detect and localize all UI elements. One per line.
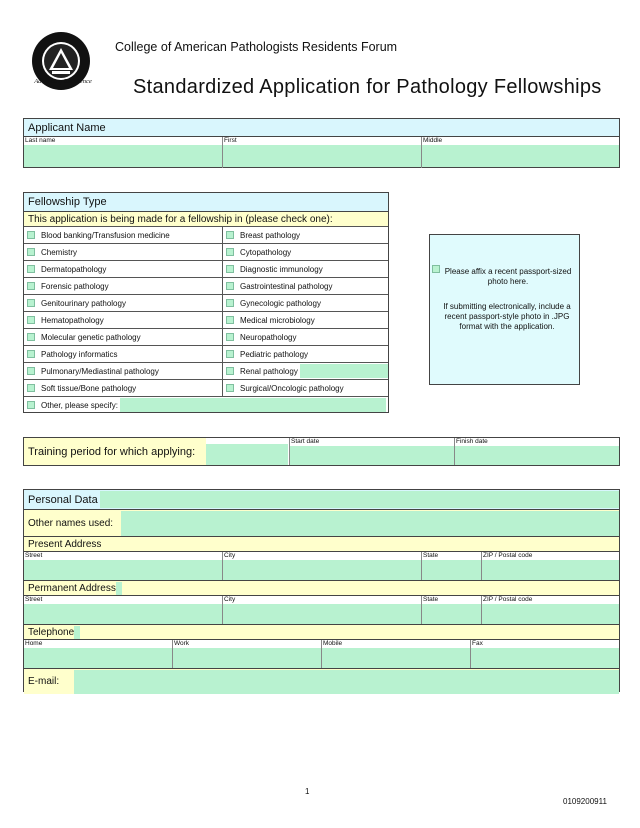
photo-placeholder-icon xyxy=(432,265,440,273)
fellowship-option-label: Genitourinary pathology xyxy=(41,298,126,308)
fellowship-option[interactable] xyxy=(223,277,388,294)
checkbox[interactable] xyxy=(226,282,234,290)
fellowship-option[interactable] xyxy=(223,226,388,243)
checkbox[interactable] xyxy=(27,401,35,409)
fellowship-option-label: Hematopathology xyxy=(41,315,104,325)
other-names-label: Other names used: xyxy=(28,517,114,529)
checkbox[interactable] xyxy=(27,265,35,273)
last-name-field[interactable] xyxy=(24,145,222,167)
fellowship-instruction: This application is being made for a fellowship in (please check one): xyxy=(24,211,388,226)
middle-name-field[interactable] xyxy=(422,145,619,167)
telephone-field[interactable] xyxy=(74,626,80,639)
fellowship-option-label: Soft tissue/Bone pathology xyxy=(41,383,137,393)
page-title: Standardized Application for Pathology Fellowships xyxy=(133,76,602,98)
telephone-heading: Telephone xyxy=(24,624,619,639)
fellowship-option-label: Diagnostic immunology xyxy=(240,264,323,274)
fellowship-option[interactable] xyxy=(24,362,223,379)
fellowship-option-label: Cytopathology xyxy=(240,247,292,257)
training-period-label: Training period for which applying: xyxy=(24,438,206,465)
email-field[interactable] xyxy=(74,670,619,694)
fellowship-option[interactable] xyxy=(223,294,388,311)
other-specify-row xyxy=(24,396,388,413)
form-code: 0109200911 xyxy=(563,797,607,806)
fellowship-option[interactable] xyxy=(24,277,223,294)
checkbox[interactable] xyxy=(226,265,234,273)
other-names-row xyxy=(24,509,619,536)
present-address-label: City xyxy=(224,552,236,559)
checkbox[interactable] xyxy=(27,299,35,307)
email-label: E-mail: xyxy=(28,676,60,687)
checkbox[interactable] xyxy=(27,333,35,341)
fellowship-option-label: Renal pathology xyxy=(240,366,298,376)
permanent-address-label: City xyxy=(224,596,236,603)
personal-data-heading: Personal Data xyxy=(24,490,619,509)
checkbox[interactable] xyxy=(27,231,35,239)
checkbox[interactable] xyxy=(27,384,35,392)
present-address-label: State xyxy=(423,552,439,559)
email-row xyxy=(24,668,619,694)
phone-field[interactable] xyxy=(322,648,470,668)
finish-date-label: Finish date xyxy=(456,438,488,445)
checkbox[interactable] xyxy=(27,282,35,290)
fellowship-option-label: Pediatric pathology xyxy=(240,349,309,359)
phone-label: Home xyxy=(25,640,43,647)
present-address-label: Street xyxy=(25,552,43,559)
fellowship-option-label: Gynecologic pathology xyxy=(240,298,321,308)
fellowship-option-label: Medical microbiology xyxy=(240,315,315,325)
first-name-label: First xyxy=(224,137,237,144)
start-date-label: Start date xyxy=(291,438,320,445)
fellowship-option[interactable] xyxy=(24,379,223,396)
fellowship-option-label: Surgical/Oncologic pathology xyxy=(240,383,344,393)
permanent-address-field[interactable] xyxy=(422,604,481,624)
checkbox[interactable] xyxy=(226,299,234,307)
fellowship-option-label: Dermatopathology xyxy=(41,264,107,274)
checkbox[interactable] xyxy=(226,367,234,375)
checkbox[interactable] xyxy=(27,367,35,375)
phone-field[interactable] xyxy=(471,648,619,668)
personal-data-field[interactable] xyxy=(100,491,619,508)
fellowship-option[interactable] xyxy=(24,345,223,362)
last-name-label: Last name xyxy=(25,137,56,144)
fellowship-option-label: Pathology informatics xyxy=(41,349,118,359)
fellowship-option[interactable] xyxy=(223,260,388,277)
first-name-field[interactable] xyxy=(223,145,421,167)
photo-electronic-instruction: If submitting electronically, include a recent passport-style photo in .JPG format with the application. xyxy=(443,302,571,331)
fellowship-option-label: Blood banking/Transfusion medicine xyxy=(41,230,170,240)
phone-field[interactable] xyxy=(24,648,172,668)
checkbox[interactable] xyxy=(27,316,35,324)
fellowship-option[interactable] xyxy=(223,345,388,362)
checkbox[interactable] xyxy=(226,316,234,324)
fellowship-option-label: Chemistry xyxy=(41,247,78,257)
present-address-heading: Present Address xyxy=(24,536,619,551)
fellowship-option[interactable] xyxy=(223,311,388,328)
finish-date-field[interactable] xyxy=(455,446,619,465)
checkbox[interactable] xyxy=(226,248,234,256)
fellowship-option[interactable] xyxy=(24,243,223,260)
checkbox[interactable] xyxy=(226,231,234,239)
fellowship-option[interactable] xyxy=(24,260,223,277)
checkbox[interactable] xyxy=(226,333,234,341)
other-specify-label: Other, please specify: xyxy=(41,400,118,410)
page-number: 1 xyxy=(305,787,310,796)
permanent-address-field[interactable] xyxy=(116,582,122,595)
fellowship-type-section xyxy=(23,192,389,413)
other-specify-field[interactable] xyxy=(120,398,386,412)
phone-field[interactable] xyxy=(173,648,321,668)
phone-label: Mobile xyxy=(323,640,343,647)
fellowship-option[interactable] xyxy=(24,226,223,243)
permanent-address-label: ZIP / Postal code xyxy=(483,596,533,603)
checkbox[interactable] xyxy=(226,384,234,392)
checkbox[interactable] xyxy=(27,248,35,256)
permanent-address-label: Street xyxy=(25,596,43,603)
fellowship-option-label: Pulmonary/Mediastinal pathology xyxy=(41,366,159,376)
photo-instruction: Please affix a recent passport-sized photo here. xyxy=(444,267,572,286)
present-address-field[interactable] xyxy=(482,560,619,580)
organization-name: College of American Pathologists Residents Forum xyxy=(115,40,398,54)
checkbox[interactable] xyxy=(27,350,35,358)
other-names-field[interactable] xyxy=(121,511,619,536)
fellowship-option[interactable] xyxy=(223,243,388,260)
fellowship-option-label: Neuropathology xyxy=(240,332,297,342)
start-date-field[interactable] xyxy=(290,446,454,465)
middle-name-label: Middle xyxy=(423,137,443,144)
fellowship-option[interactable] xyxy=(24,311,223,328)
fellowship-type-heading: Fellowship Type xyxy=(24,193,388,211)
fellowship-option[interactable] xyxy=(223,362,388,379)
checkbox[interactable] xyxy=(226,350,234,358)
training-period-section xyxy=(23,437,620,466)
permanent-address-field[interactable] xyxy=(24,604,222,624)
fellowship-option[interactable] xyxy=(223,328,388,345)
present-address-field[interactable] xyxy=(24,560,222,580)
fellowship-option[interactable] xyxy=(223,379,388,396)
applicant-name-section xyxy=(23,118,620,168)
phone-label: Fax xyxy=(472,640,483,647)
fellowship-option[interactable] xyxy=(24,328,223,345)
training-period-field[interactable] xyxy=(206,444,288,465)
fellowship-option-label: Breast pathology xyxy=(240,230,301,240)
applicant-name-heading: Applicant Name xyxy=(24,119,619,137)
fellowship-option-label: Forensic pathology xyxy=(41,281,109,291)
tagline: Advancing Excellence xyxy=(34,78,92,85)
present-address-field[interactable] xyxy=(422,560,481,580)
fellowship-option-label: Gastrointestinal pathology xyxy=(240,281,333,291)
present-address-field[interactable] xyxy=(223,560,421,580)
phone-label: Work xyxy=(174,640,190,647)
fellowship-option[interactable] xyxy=(24,294,223,311)
present-address-label: ZIP / Postal code xyxy=(483,552,533,559)
permanent-address-field[interactable] xyxy=(223,604,421,624)
fellowship-option-field[interactable] xyxy=(300,364,388,378)
fellowship-option-label: Molecular genetic pathology xyxy=(41,332,141,342)
permanent-address-field[interactable] xyxy=(482,604,619,624)
photo-box[interactable] xyxy=(429,234,580,385)
personal-data-section xyxy=(23,489,620,692)
permanent-address-heading: Permanent Address xyxy=(24,580,619,595)
permanent-address-label: State xyxy=(423,596,439,603)
